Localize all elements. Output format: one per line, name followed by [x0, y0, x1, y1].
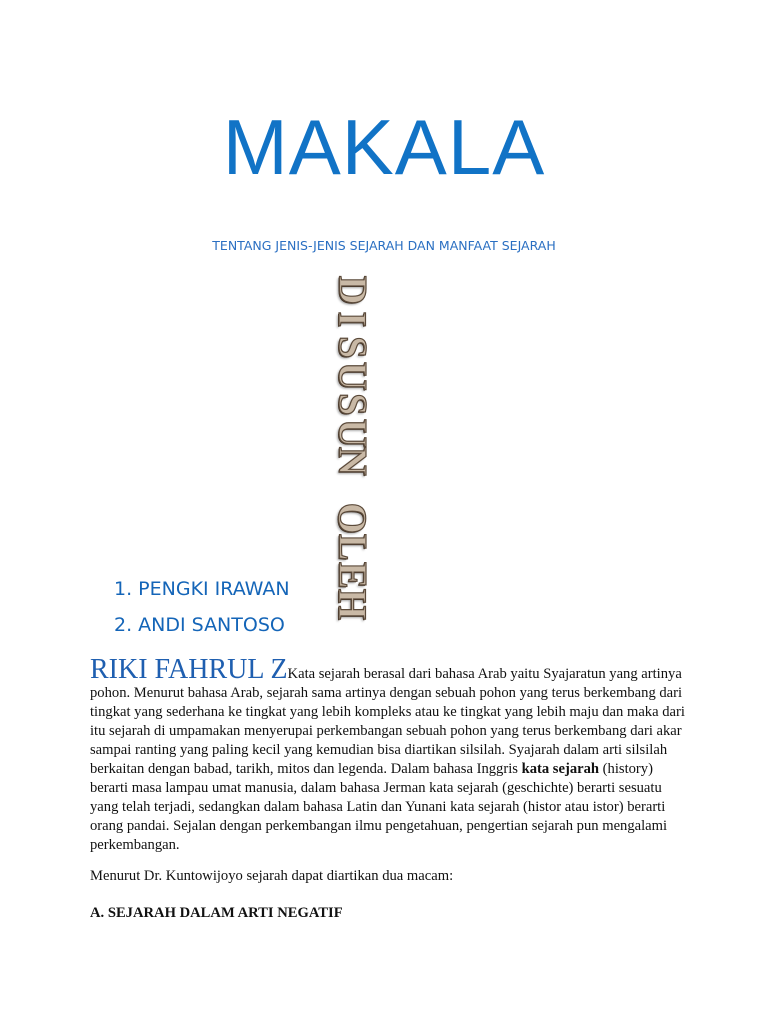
wordart-letter: H: [330, 588, 376, 620]
wordart-letter: O: [330, 502, 376, 534]
section-heading: A. SEJARAH DALAM ARTI NEGATIF: [90, 905, 343, 921]
wordart-letter: S: [330, 393, 376, 416]
author-item: 2. ANDI SANTOSO: [114, 614, 285, 636]
bold-term: kata sejarah: [521, 761, 600, 777]
paragraph-text: Kata sejarah berasal dari bahasa Arab yaitu Syajaratun yang artinya pohon. Menurut bahasa Arab, sejarah sama artinya dengan sebuah pohon yang terus berkembang dari tingkat yang sederhana ke tingkat yang lebih kompleks atau ke tingkat yang lebih maju dan maka dari itu sejarah di umpamakan menyerupai perkembangan sebuah pohon yang terus berkembang dari akar sampai ranting yang paling kecil yang kemudian bisa diartikan silsilah. Syajarah dalam arti silsilah berkaitan dengan babad, tarikh, mitos dan legenda. Dalam bahasa Inggris: [90, 666, 685, 777]
document-subtitle: TENTANG JENIS-JENIS SEJARAH DAN MANFAAT SEJARAH: [212, 238, 556, 253]
wordart-letter: L: [330, 533, 376, 561]
wordart-letter: U: [330, 361, 376, 391]
lead-author-name: RIKI FAHRUL Z: [90, 654, 288, 685]
wordart-letter: U: [330, 418, 376, 448]
wordart-letter: N: [330, 446, 376, 476]
kuntowijoyo-paragraph: Menurut Dr. Kuntowijoyo sejarah dapat diartikan dua macam:: [90, 868, 454, 884]
author-item: 1. PENGKI IRAWAN: [114, 578, 290, 600]
wordart-letter: E: [330, 561, 376, 589]
wordart-letter: I: [330, 310, 376, 327]
paragraph-text: (history) berarti masa lampau umat manusia, dalam bahasa Jerman kata sejarah (geschichte) berarti sesuatu yang telah terjadi, sedangkan dalam bahasa Latin dan Yunani kata sejarah (histor atau istor) berarti orang pandai. Sejalan dengan perkembangan ilmu pengetahuan, pengertian sejarah pun mengalami perkembangan.: [90, 761, 668, 853]
document-title: MAKALA: [222, 103, 546, 191]
disusun-oleh-wordart: [320, 276, 384, 618]
intro-paragraph: [90, 654, 690, 855]
wordart-letter: D: [330, 275, 376, 305]
author-list: [114, 574, 290, 646]
wordart-letter: S: [330, 336, 376, 359]
